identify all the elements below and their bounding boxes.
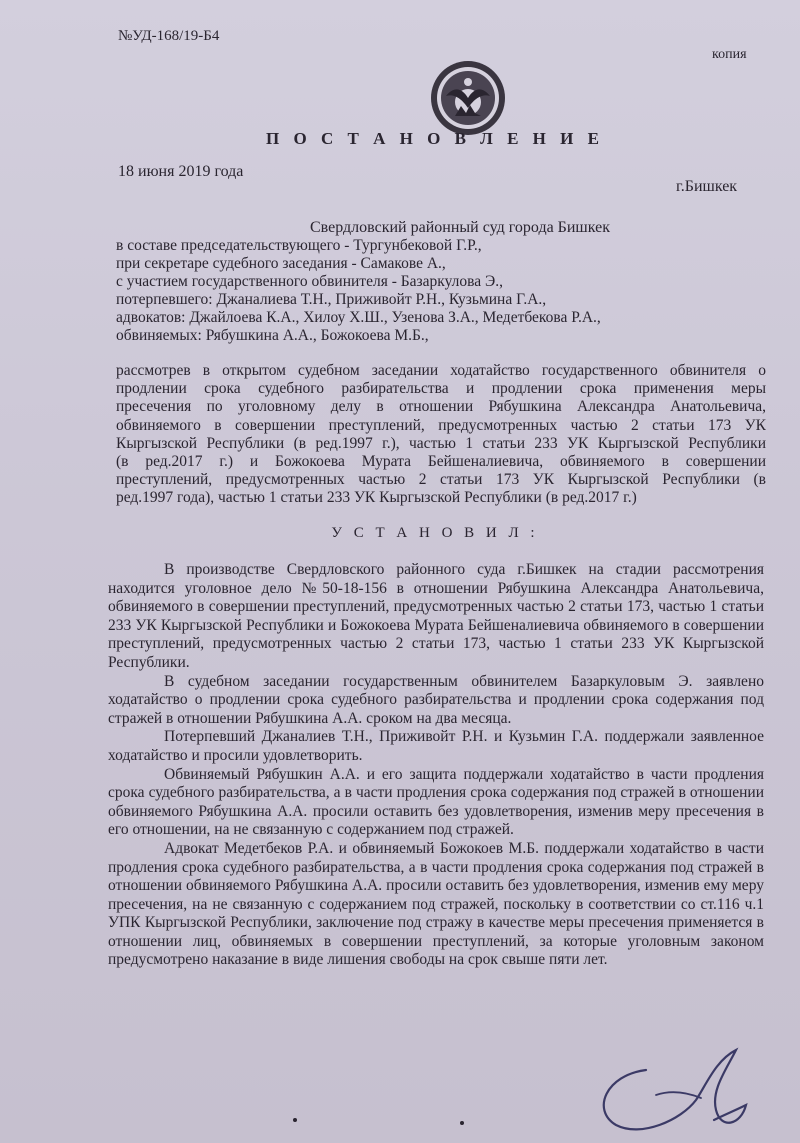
paragraph: Адвокат Медетбеков Р.А. и обвиняемый Божокоев М.Б. поддержали ходатайство в части продления срока судебного разбирательства, а в части продления срока содержания под стражей в отношении обвиняемого Рябушкина А.А. просили оставить без удовлетворения, изменив ему меру пресечения, на не связанную с содержанием под стражей, поскольку в соответствии со ст.116 ч.1 УПК Кыргызской Республики, заключение под стражу в качестве меры пресечения применяется в отношении лиц, обвиняемых в совершении преступлений, за которые уголовным законом предусмотрено наказание в виде лишения свободы на срок свыше пяти лет.	[108, 839, 764, 969]
paragraph: В судебном заседании государственным обвинителем Базаркуловым Э. заявлено ходатайство о продлении срока судебного разбирательства и продлении срока содержания под стражей в отношении Рябушкина А.А. сроком на два месяца.	[108, 672, 764, 727]
considered-line: пресечения по уголовному делу в отношении Рябушкина Александра Анатольевича,	[116, 398, 766, 416]
considered-line: (в ред.2017 г.) и Божокоева Мурата Бейшеналиевича, обвиняемого в совершении	[116, 453, 766, 471]
court-name: Свердловский районный суд города Бишкек	[310, 219, 610, 236]
considered-block	[116, 362, 766, 508]
composition-line: потерпевшего: Джаналиева Т.Н., Приживойт Р.Н., Кузьмина Г.А.,	[116, 291, 547, 308]
document-date: 18 июня 2019 года	[118, 163, 244, 180]
page-mark	[460, 1121, 464, 1125]
paragraph: Обвиняемый Рябушкин А.А. и его защита поддержали ходатайство в части продления срока судебного разбирательства, а в части продления срока содержания под стражей в отношении обвиняемого Рябушкина А.А. просили оставить без удовлетворения, изменив меру пресечения в его отношении, на не связанную с содержанием под стражей.	[108, 765, 764, 839]
paragraph: Потерпевший Джаналиев Т.Н., Приживойт Р.Н. и Кузьмин Г.А. поддержали заявленное ходатайство и просили удовлетворить.	[108, 728, 764, 764]
composition-line: в составе председательствующего - Тургунбековой Г.Р.,	[116, 237, 482, 254]
court-composition	[116, 237, 601, 345]
composition-line: с участием государственного обвинителя - Базаркулова Э.,	[116, 273, 503, 290]
considered-line: рассмотрев в открытом судебном заседании ходатайство государственного обвинителя о	[116, 362, 766, 379]
considered-line: обвиняемого в совершении преступлений, предусмотренных частью 2 статьи 173 УК	[116, 416, 766, 434]
considered-line: продлении срока судебного разбирательства и продлении срока применения меры	[116, 380, 766, 398]
document-title: П О С Т А Н О В Л Е Н И Е	[266, 129, 604, 148]
composition-line: обвиняемых: Рябушкина А.А., Божокоева М.Б.,	[116, 327, 429, 344]
document-city: г.Бишкек	[676, 178, 738, 195]
case-number: №УД-168/19-Б4	[118, 28, 220, 44]
composition-line: при секретаре судебного заседания - Самакове А.,	[116, 255, 446, 272]
handwritten-signature-icon	[586, 1040, 756, 1140]
composition-line: адвокатов: Джайлоева К.А., Хилоу Х.Ш., Узенова З.А., Медетбекова Р.А.,	[116, 309, 601, 326]
page-mark	[293, 1118, 297, 1122]
copy-mark: копия	[712, 47, 747, 62]
considered-line: ред.1997 года), частью 1 статьи 233 УК Кыргызской Республики (в ред.2017 г.)	[116, 489, 637, 507]
considered-line: преступлений, предусмотренных частью 2 статьи 173 УК Кыргызской Республики (в	[116, 471, 766, 489]
established-heading: У С Т А Н О В И Л :	[331, 525, 539, 541]
considered-line: Кыргызской Республики (в ред.1997 г.), частью 1 статьи 233 УК Кыргызской Республики	[116, 434, 766, 452]
paragraph: В производстве Свердловского районного суда г.Бишкек на стадии рассмотрения находится уголовное дело №50-18-156 в отношении Рябушкина Александра Анатольевича, обвиняемого в совершении преступлений, предусмотренных частью 2 статьи 173, частью 1 статьи 233 УК Кыргызской Республики и Божокоева Мурата Бейшеналиевича обвиняемого в совершении преступлений, предусмотренных частью 2 статьи 173, частью 1 статьи 233 УК Кыргызской Республики.	[108, 561, 764, 671]
body-text	[108, 561, 764, 970]
kyrgyz-state-emblem-icon	[428, 58, 508, 138]
